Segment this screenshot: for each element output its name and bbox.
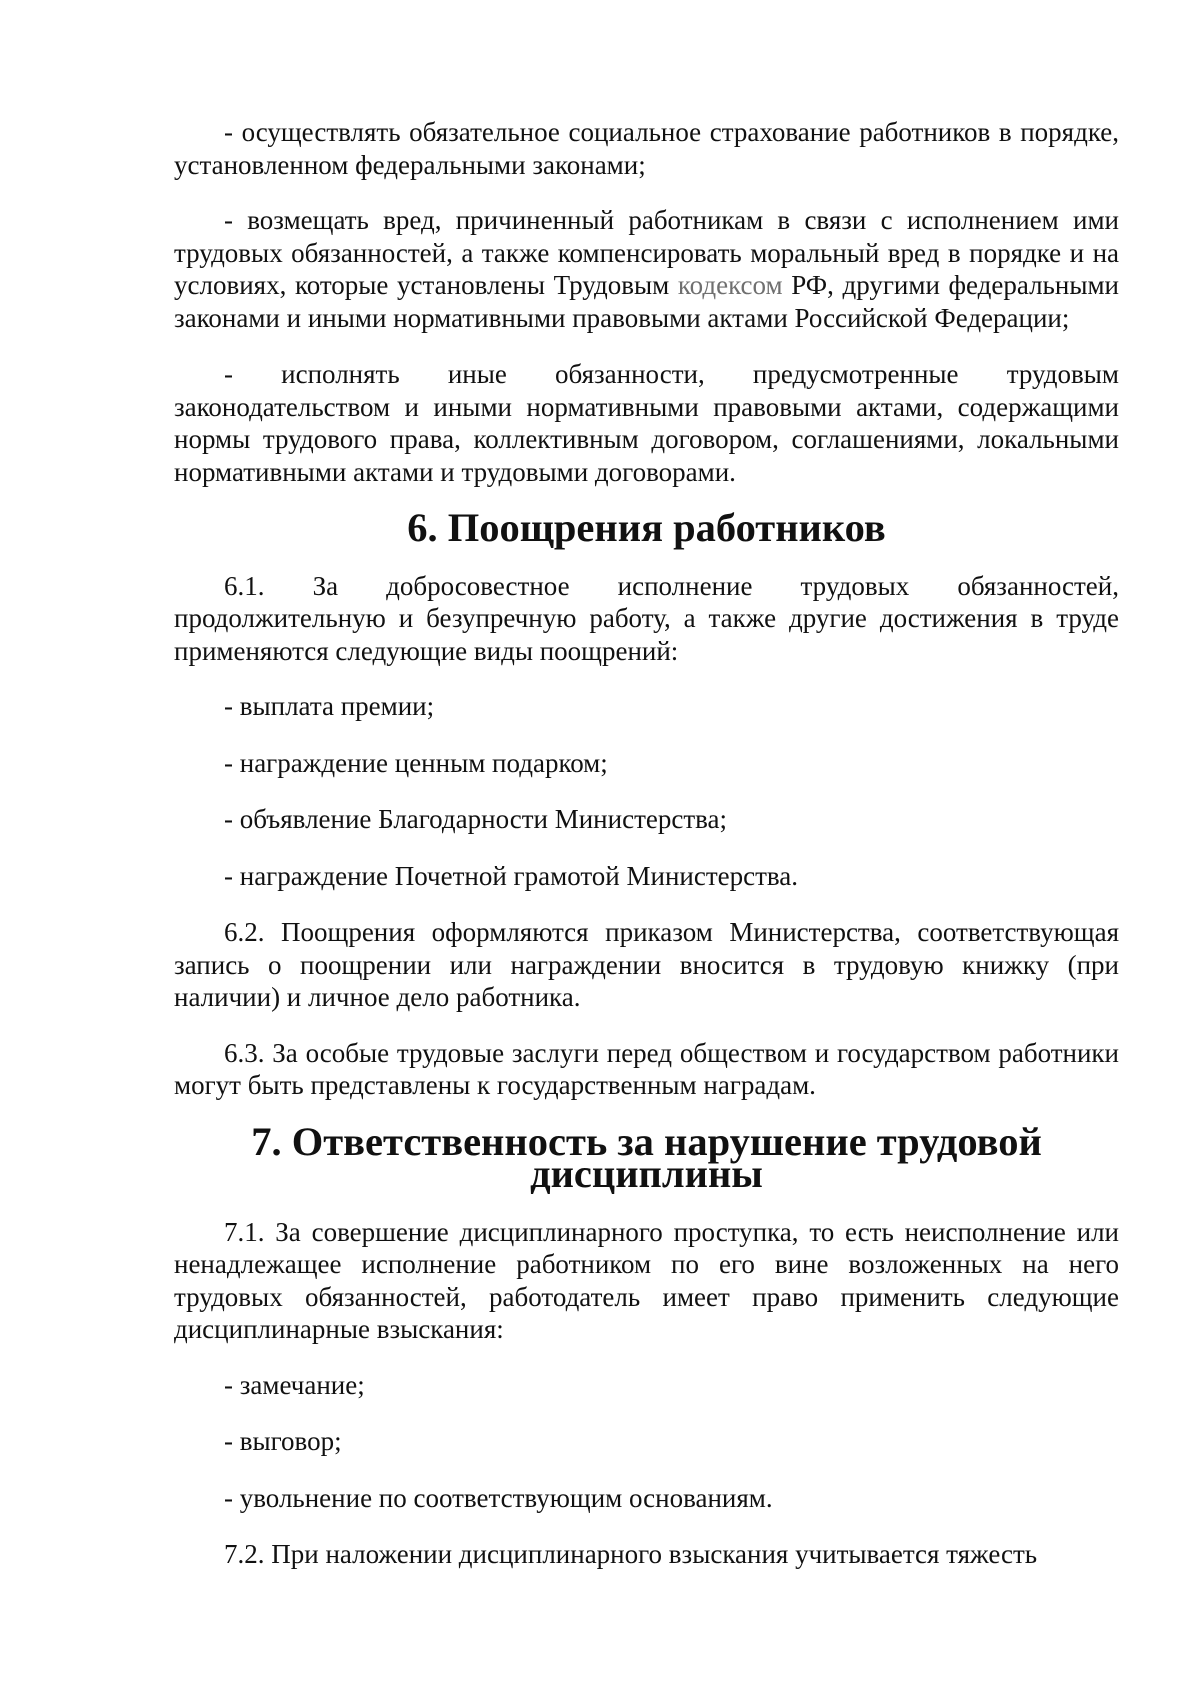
paragraph-6-1: 6.1. За добросовестное исполнение трудовых обязанностей, продолжительную и безупречную работу, а также другие достижения в труде применяются следующие виды поощрений: bbox=[174, 570, 1119, 666]
paragraph-7-2: 7.2. При наложении дисциплинарного взыскания учитывается тяжесть bbox=[224, 1539, 1038, 1569]
paragraph-6-3: 6.3. За особые трудовые заслуги перед обществом и государством работники могут быть представлены к государственным наградам. bbox=[174, 1037, 1119, 1100]
paragraph-social-insurance: - осуществлять обязательное социальное страхование работников в порядке, установленном федеральными законами; bbox=[174, 117, 1119, 180]
section-6-heading: 6. Поощрения работников bbox=[407, 505, 886, 550]
list-item-remark: - замечание; bbox=[224, 1369, 365, 1400]
list-item-gratitude: - объявление Благодарности Министерства; bbox=[224, 804, 728, 834]
faded-word: кодексом bbox=[677, 270, 783, 300]
paragraph-compensate-harm bbox=[174, 204, 1119, 334]
paragraph-6-2: 6.2. Поощрения оформляются приказом Министерства, соответствующая запись о поощрении или награждении вносится в трудовую книжку (при наличии) и личное дело работника. bbox=[174, 917, 1119, 1012]
list-item-bonus: - выплата премии; bbox=[224, 691, 435, 721]
document-body bbox=[174, 116, 1119, 1571]
paragraph-other-duties: - исполнять иные обязанности, предусмотренные трудовым законодательством и иными нормативными правовыми актами, содержащими нормы трудового права, коллективным договором, соглашениями, локальными нормативными актами и трудовыми договорами. bbox=[174, 359, 1119, 487]
list-item-dismissal: - увольнение по соответствующим основаниям. bbox=[224, 1482, 773, 1513]
list-item-certificate: - награждение Почетной грамотой Министерства. bbox=[224, 860, 799, 891]
section-7-heading: 7. Ответственность за нарушение трудовой дисциплины bbox=[251, 1118, 1042, 1196]
paragraph-compensate-harm-start: - возмещать вред, причиненный работникам в связи с исполнением ими трудовых обязанностей, а также компенсировать моральный вред в порядке и на условиях, которые установлены Трудовым bbox=[174, 205, 1119, 300]
paragraph-7-1: 7.1. За совершение дисциплинарного проступка, то есть неисполнение или ненадлежащее исполнение работником по его вине возложенных на него трудовых обязанностей, работодатель имеет право применить следующие дисциплинарные взыскания: bbox=[174, 1216, 1119, 1344]
list-item-gift: - награждение ценным подарком; bbox=[224, 747, 608, 778]
list-item-reprimand: - выговор; bbox=[224, 1426, 342, 1456]
paragraph-compensate-harm-end: РФ, другими федеральными законами и иными нормативными правовыми актами Российской Федерации; bbox=[174, 270, 1119, 333]
